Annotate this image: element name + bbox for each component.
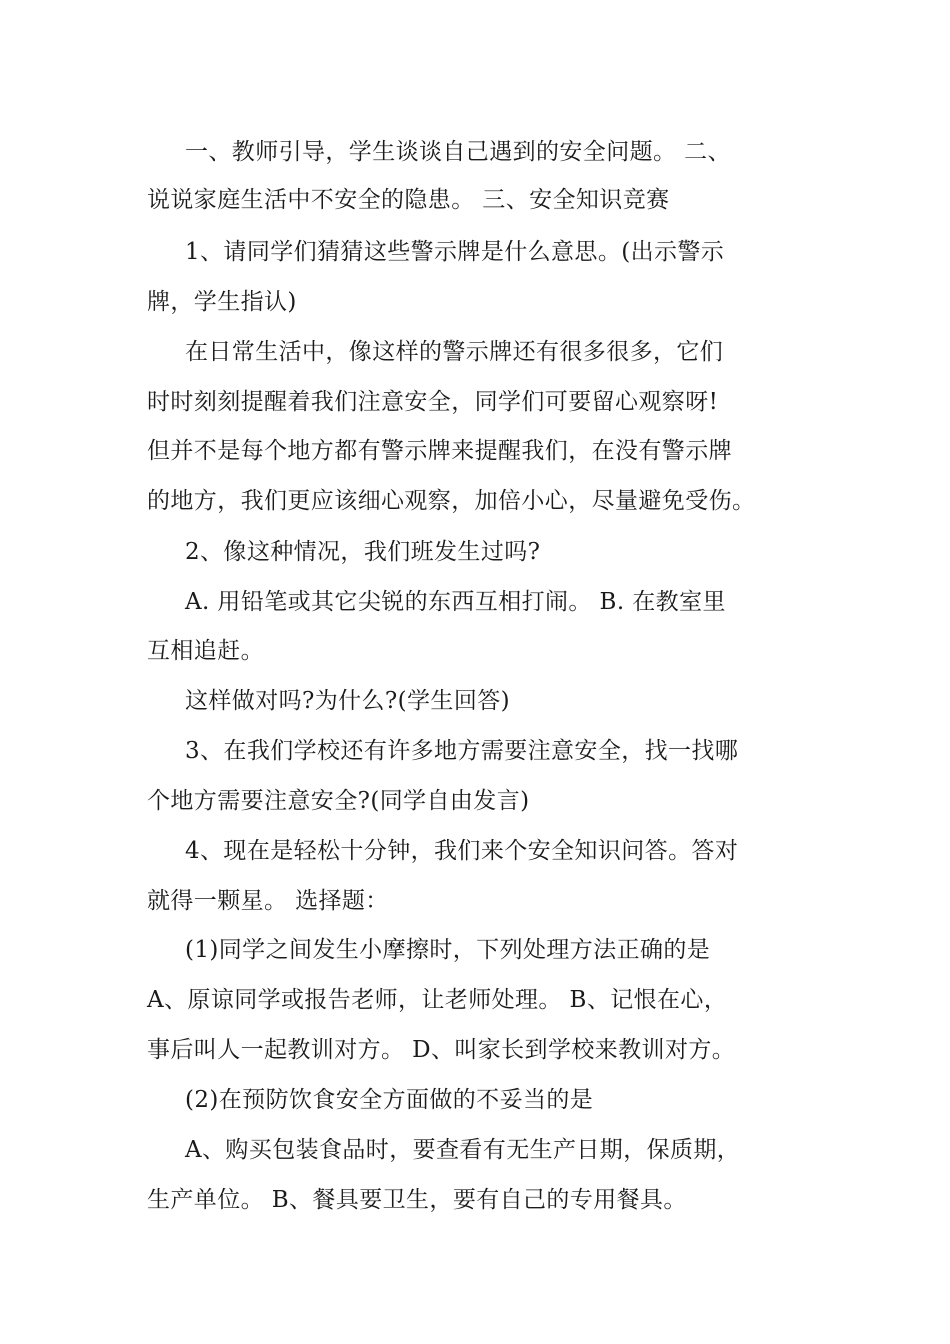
text-line: 一、教师引导，学生谈谈自己遇到的安全问题。 二、 bbox=[185, 139, 731, 165]
text-line: 就得一颗星。 选择题： bbox=[147, 888, 389, 914]
text-line: 生产单位。 B、餐具要卫生，要有自己的专用餐具。 bbox=[147, 1187, 687, 1213]
text-line: 说说家庭生活中不安全的隐患。 三、安全知识竞赛 bbox=[147, 187, 670, 213]
text-line: 事后叫人一起教训对方。 D、叫家长到学校来教训对方。 bbox=[147, 1037, 736, 1063]
text-line: 互相追赶。 bbox=[147, 638, 264, 664]
text-line: (1)同学之间发生小摩擦时，下列处理方法正确的是 bbox=[185, 937, 711, 963]
text-line: 1、请同学们猜猜这些警示牌是什么意思。(出示警示 bbox=[185, 239, 725, 265]
text-line: 时时刻刻提醒着我们注意安全，同学们可要留心观察呀! bbox=[147, 389, 719, 415]
text-line: 4、现在是轻松十分钟，我们来个安全知识问答。答对 bbox=[185, 838, 739, 864]
text-line: 2、像这种情况，我们班发生过吗? bbox=[185, 539, 541, 565]
text-line: 的地方，我们更应该细心观察，加倍小心，尽量避免受伤。 bbox=[147, 488, 756, 514]
text-line: (2)在预防饮食安全方面做的不妥当的是 bbox=[185, 1087, 594, 1113]
text-line: A、购买包装食品时，要查看有无生产日期，保质期， bbox=[185, 1137, 741, 1163]
text-line: 3、在我们学校还有许多地方需要注意安全，找一找哪 bbox=[185, 738, 739, 764]
text-line: A. 用铅笔或其它尖锐的东西互相打闹。 B. 在教室里 bbox=[185, 589, 726, 615]
text-line: 牌，学生指认) bbox=[147, 289, 297, 315]
text-line: 这样做对吗?为什么?(学生回答) bbox=[185, 688, 511, 714]
text-line: 个地方需要注意安全?(同学自由发言) bbox=[147, 788, 530, 814]
text-line: 在日常生活中，像这样的警示牌还有很多很多，它们 bbox=[185, 339, 724, 365]
text-line: A、原谅同学或报告老师，让老师处理。 B、记恨在心， bbox=[147, 987, 728, 1013]
text-line: 但并不是每个地方都有警示牌来提醒我们，在没有警示牌 bbox=[147, 438, 732, 464]
